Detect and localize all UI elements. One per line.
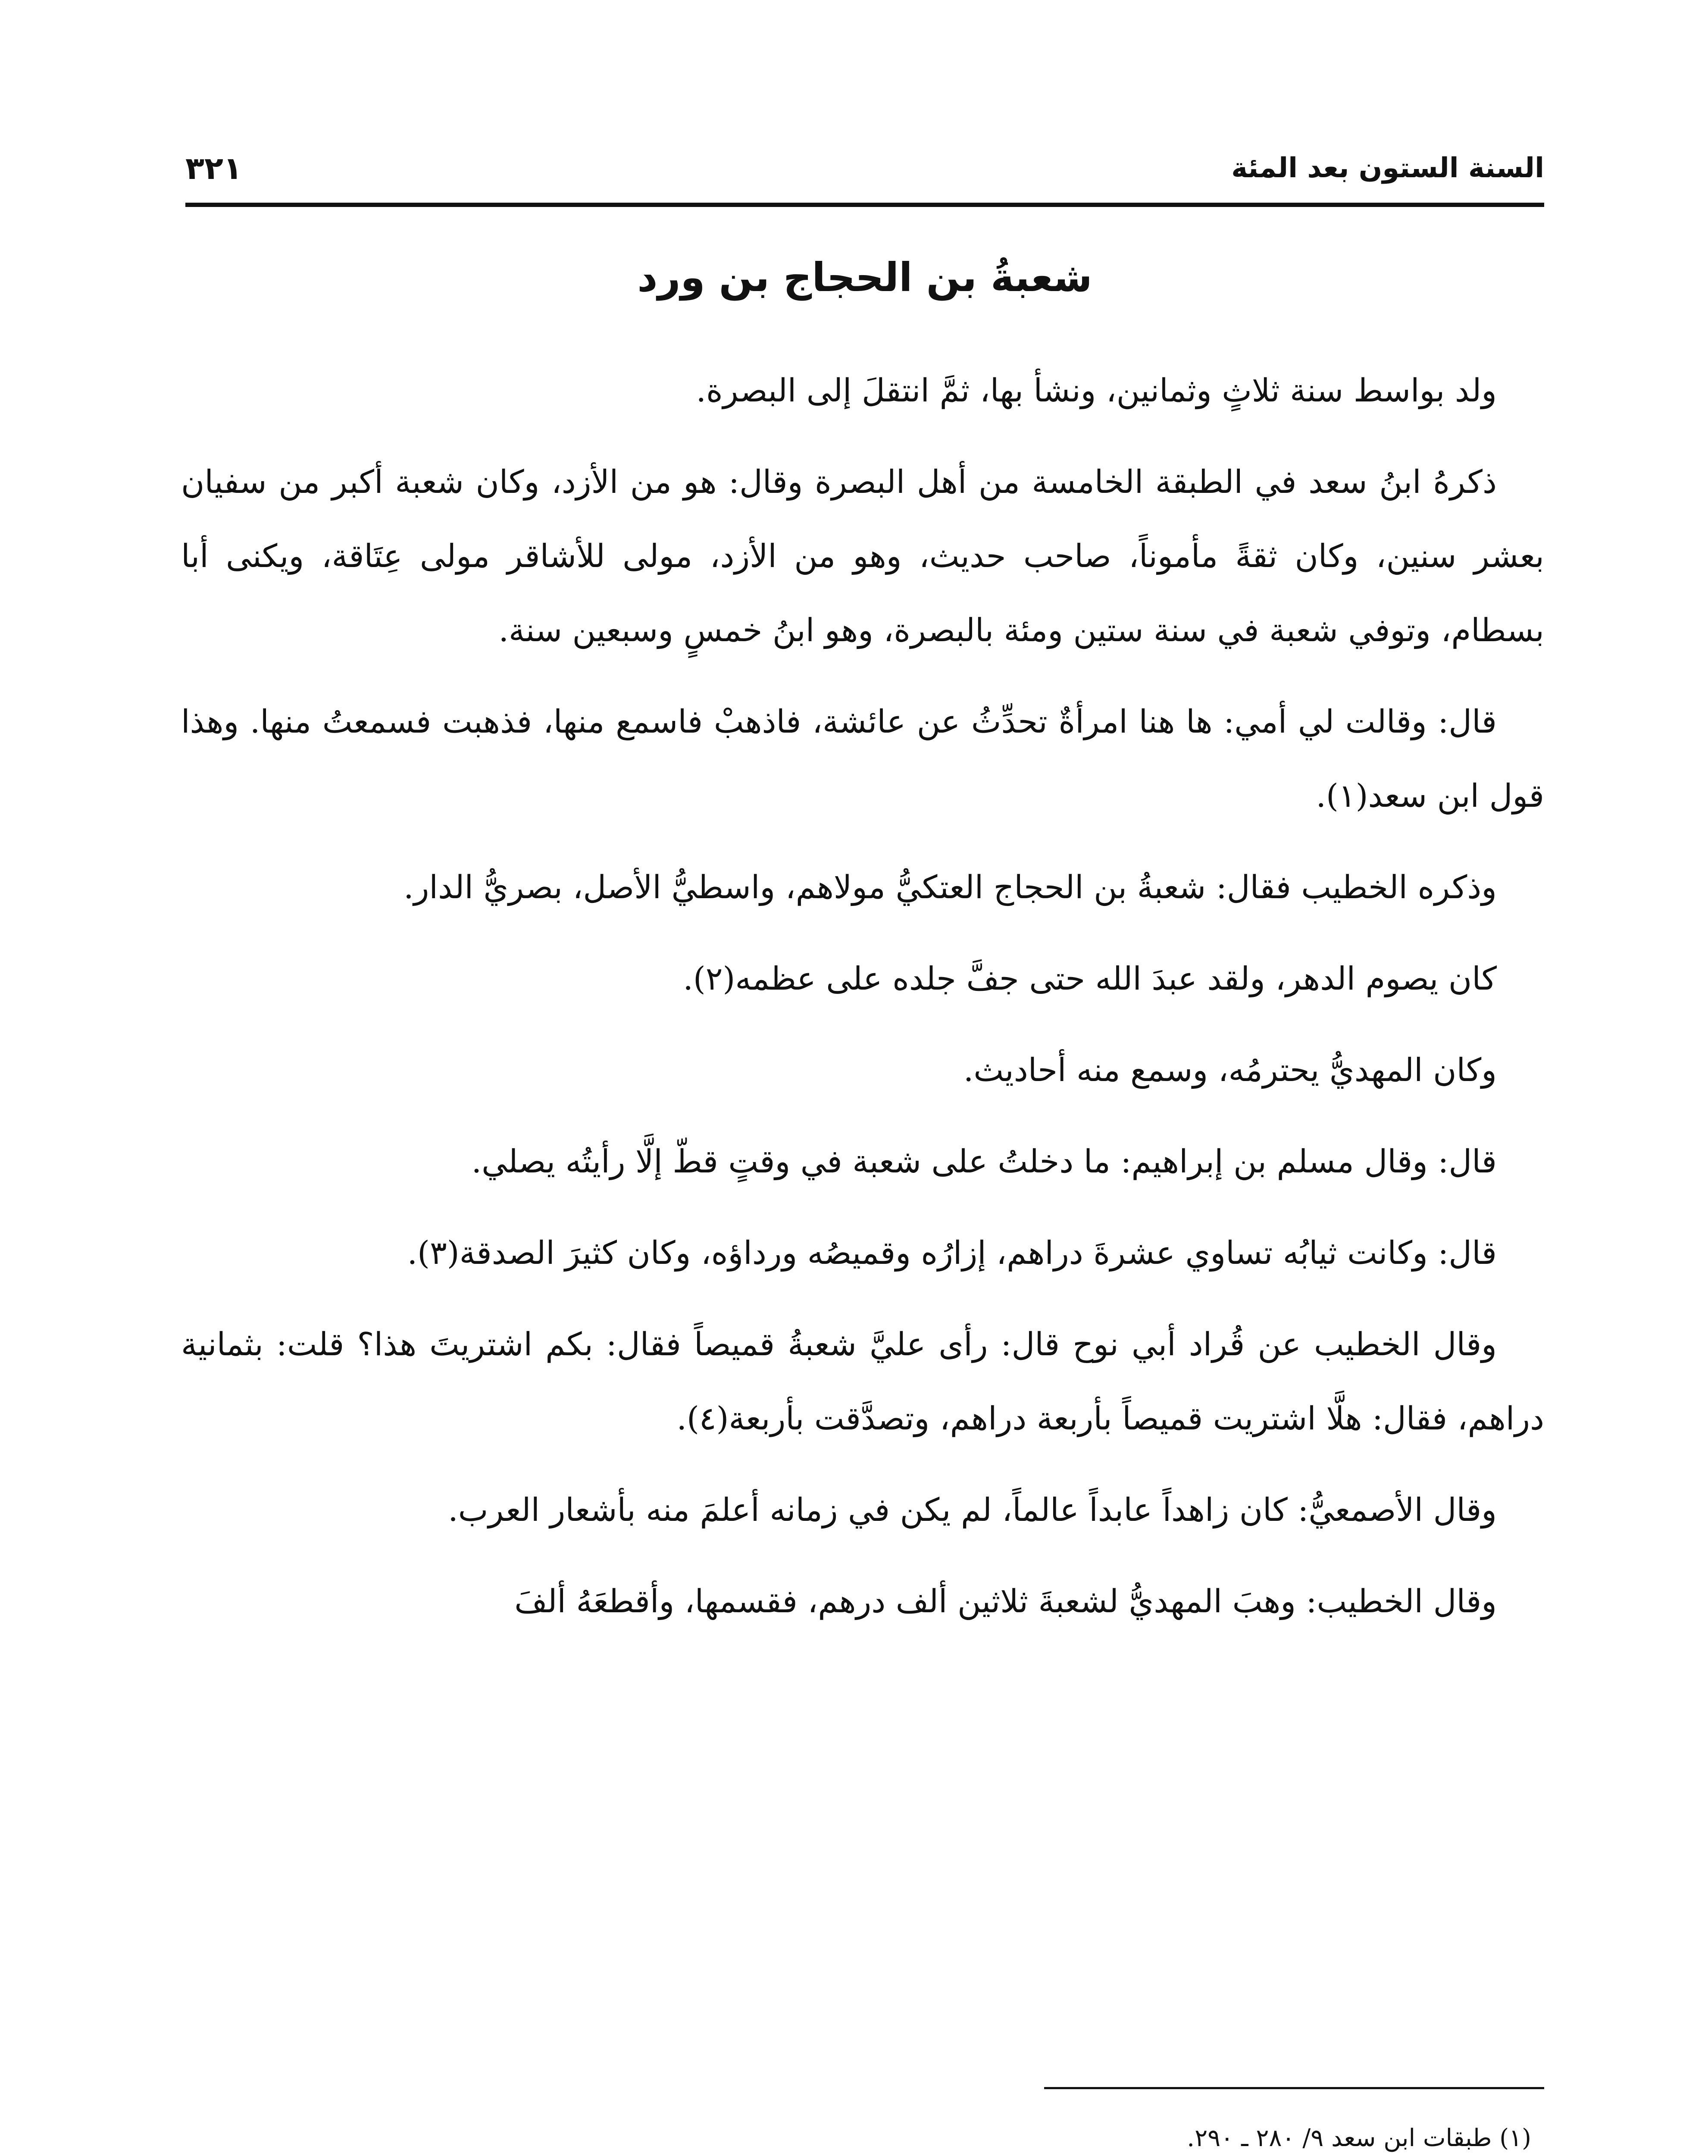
paragraph: كان يصوم الدهر، ولقد عبدَ الله حتى جفَّ جلده على عظمه(٢).	[683, 960, 1497, 997]
paragraph: وقال الأصمعيُّ: كان زاهداً عابداً عالماً، لم يكن في زمانه أعلمَ منه بأشعار العرب.	[448, 1492, 1497, 1529]
paragraph: قال: وقالت لي أمي: ها هنا امرأةٌ تحدِّثُ عن عائشة، فاذهبْ فاسمع منها، فذهبت فسمعتُ منها. وهذا قول ابن سعد(١).	[181, 703, 1544, 815]
footnotes	[185, 2113, 1544, 2156]
paragraph: وكان المهديُّ يحترمُه، وسمع منه أحاديث.	[963, 1052, 1497, 1089]
chapter-title: شعبةُ بن الحجاج بن ورد	[637, 254, 1092, 301]
paragraph: قال: وقال مسلم بن إبراهيم: ما دخلتُ على شعبة في وقتٍ قطّ إلَّا رأيتُه يصلي.	[471, 1143, 1497, 1180]
paragraph: وذكره الخطيب فقال: شعبةُ بن الحجاج العتكيُّ مولاهم، واسطيُّ الأصل، بصريُّ الدار.	[404, 869, 1497, 906]
page-number: ٣٢١	[185, 150, 242, 186]
footnote-divider	[1044, 2087, 1544, 2089]
paragraph: قال: وكانت ثيابُه تساوي عشرةَ دراهم، إزارُه وقميصُه ورداؤه، وكان كثيرَ الصدقة(٣).	[407, 1235, 1497, 1272]
paragraph: ولد بواسط سنة ثلاثٍ وثمانين، ونشأ بها، ثمَّ انتقلَ إلى البصرة.	[696, 372, 1497, 409]
running-title: السنة الستون بعد المئة	[1231, 152, 1544, 184]
paragraph: ذكرهُ ابنُ سعد في الطبقة الخامسة من أهل البصرة وقال: هو من الأزد، وكان شعبة أكبر من سفيان بعشر سنين، وكان ثقةً مأموناً، صاحب حديث، وهو من الأزد، مولى للأشاقر مولى عِتَاقة، ويكنى أبا بسطام، وتوفي شعبة في سنة ستين ومئة بالبصرة، وهو ابنُ خمسٍ وسبعين سنة.	[181, 464, 1544, 649]
paragraph: وقال الخطيب: وهبَ المهديُّ لشعبةَ ثلاثين ألف درهم، فقسمها، وأقطعَهُ ألفَ	[514, 1583, 1497, 1620]
paragraph: وقال الخطيب عن قُراد أبي نوح قال: رأى عليَّ شعبةُ قميصاً فقال: بكم اشتريتَ هذا؟ قلت: بثمانية دراهم، فقال: هلَّا اشتريت قميصاً بأربعة دراهم، وتصدَّقت بأربعة(٤).	[181, 1326, 1544, 1437]
footnote: (١) طبقات ابن سعد ٩/ ٢٨٠ ـ ٢٩٠.	[1187, 2124, 1531, 2152]
body-text	[181, 354, 1544, 1656]
running-header	[185, 134, 1544, 207]
